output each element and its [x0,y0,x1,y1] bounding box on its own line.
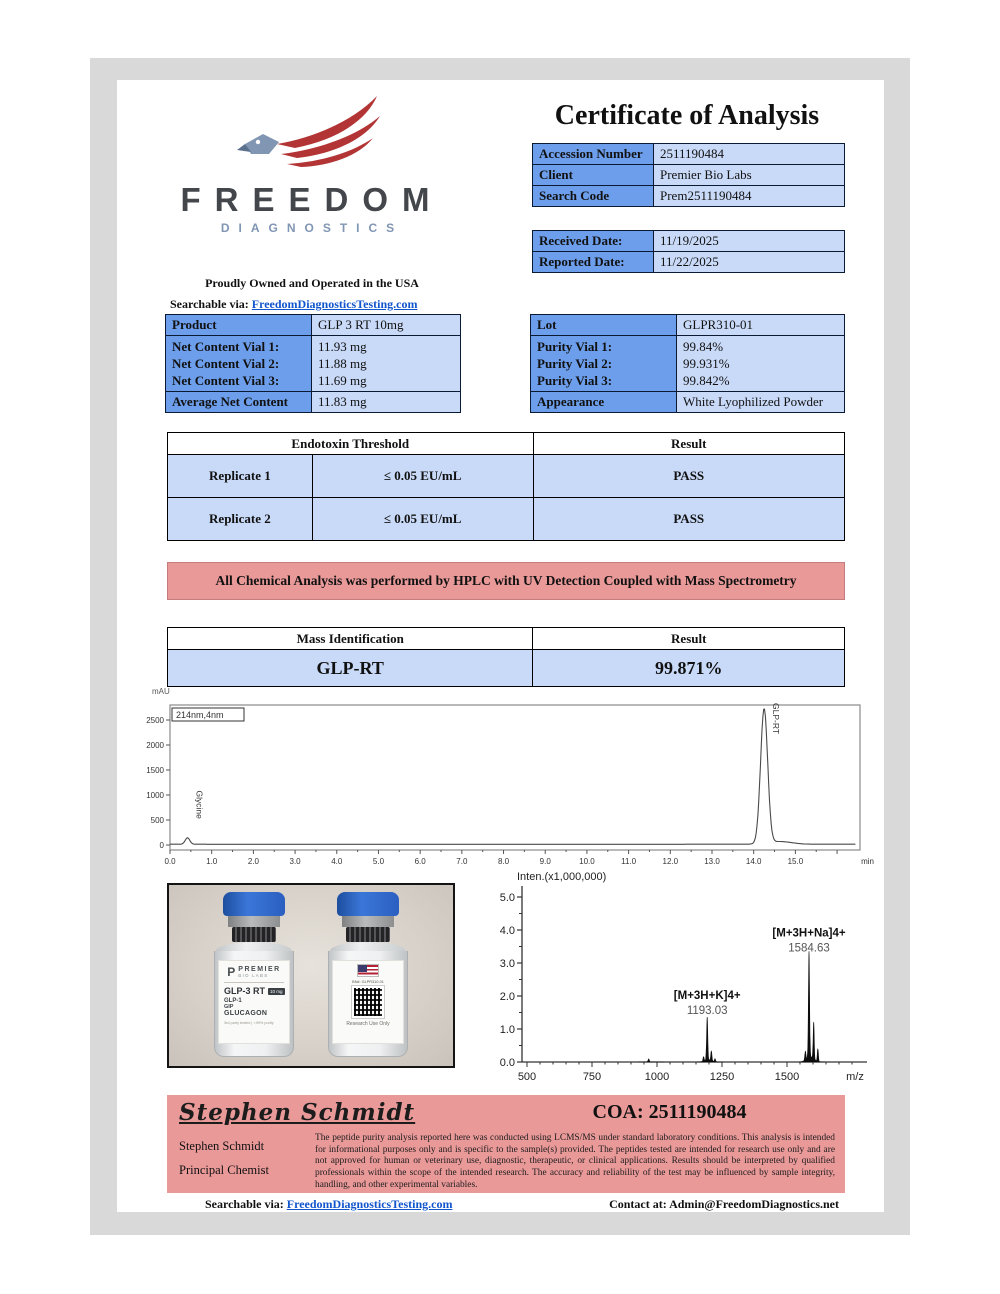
table-row [531,336,845,392]
svg-text:7.0: 7.0 [456,857,468,866]
vial-cap-skirt [228,916,280,927]
vial-shoulder [330,942,406,951]
searchable-link[interactable]: FreedomDiagnosticsTesting.com [251,297,418,311]
vial-dose-badge: 10 mg [270,988,283,994]
peptide-line-3: GLUCAGON [224,1010,268,1017]
footer-searchable [205,1197,452,1212]
svg-text:2000: 2000 [146,741,164,750]
lot-label: Lot [531,315,677,336]
svg-text:10.0: 10.0 [579,857,595,866]
purity-vial1-label: Purity Vial 1: [537,339,613,354]
svg-text:15.0: 15.0 [787,857,804,866]
footer-searchable-prefix: Searchable via: [205,1197,284,1211]
tagline: Proudly Owned and Operated in the USA [205,276,419,290]
replicate1-threshold: ≤ 0.05 EU/mL [312,455,533,498]
purity-vial2-value: 99.931% [683,356,730,371]
peptide-line-2: GIP [224,1004,234,1010]
brand-subname: BIO LABS [238,973,269,978]
product-value: GLP 3 RT 10mg [312,315,461,336]
coa-number: COA: 2511190484 [592,1101,747,1123]
net-content-vial2-value: 11.88 mg [318,356,367,371]
table-row [166,315,461,336]
table-row [533,165,845,186]
lot-value: GLPR310-01 [677,315,845,336]
vial-product-name: GLP-3 RT [224,986,266,996]
searchable-prefix: Searchable via: [170,297,249,311]
reported-date-value: 11/22/2025 [654,252,845,273]
svg-text:3.0: 3.0 [289,857,301,866]
net-content-vial1-value: 11.93 mg [318,339,367,354]
mass-spectrum-chart [477,870,877,1090]
table-row [531,392,845,413]
vial-photo [167,883,455,1068]
vial-brand-row [219,961,289,979]
svg-text:214nm,4nm: 214nm,4nm [176,710,224,720]
svg-text:5.0: 5.0 [499,892,515,904]
purity-vial2-label: Purity Vial 2: [537,356,613,371]
vial-glass [328,951,408,1057]
reported-date-label: Reported Date: [533,252,654,273]
appearance-label: Appearance [531,392,677,413]
peptide-line-1: GLP-1 [224,998,242,1004]
svg-text:mAU: mAU [152,687,170,696]
table-row [531,315,845,336]
svg-text:2.0: 2.0 [247,857,259,866]
svg-text:Glycine: Glycine [194,790,205,819]
net-content-values [312,336,461,392]
purity-vial3-value: 99.842% [683,373,730,388]
freedom-eagle-logo-icon [217,92,407,178]
client-label: Client [533,165,654,186]
product-label: Product [166,315,312,336]
signer-title: Principal Chemist [179,1163,269,1177]
svg-text:500: 500 [517,1071,537,1083]
vial-front [202,892,306,1060]
purity-vial3-label: Purity Vial 3: [537,373,613,388]
svg-text:GLP-RT: GLP-RT [771,703,782,735]
vial-batch-number: BN#: GLPR310-01 [352,980,384,984]
svg-text:1000: 1000 [644,1071,670,1083]
vial-cap [223,892,285,916]
page-title: Certificate of Analysis [554,100,820,131]
premier-p-logo: P [227,965,236,979]
svg-text:4.0: 4.0 [331,857,343,866]
svg-text:0: 0 [159,841,164,850]
average-net-content-value: 11.83 mg [312,392,461,413]
svg-text:m/z: m/z [846,1071,864,1083]
brand-name: PREMIER [238,966,281,973]
hplc-chromatogram-chart [117,682,884,878]
purity-values [677,336,845,392]
vial-crimp [346,927,390,942]
svg-text:6.0: 6.0 [414,857,426,866]
replicate1-result: PASS [533,455,845,498]
accession-number-label: Accession Number [533,144,654,165]
accession-number-value: 2511190484 [654,144,845,165]
table-row [166,336,461,392]
table-row [166,392,461,413]
vial-shoulder [216,942,292,951]
net-content-vial3-label: Net Content Vial 3: [172,373,280,388]
mass-id-name: GLP-RT [168,650,533,687]
vial-cap-skirt [342,916,394,927]
svg-text:min: min [861,857,874,866]
certificate-page [117,80,884,1212]
purity-labels [531,336,677,392]
replicate2-label: Replicate 2 [168,498,313,541]
client-value: Premier Bio Labs [654,165,845,186]
qr-code [352,986,384,1018]
svg-text:[M+3H+Na]4+: [M+3H+Na]4+ [772,927,846,940]
svg-text:1.0: 1.0 [206,857,218,866]
vial-cap [337,892,399,916]
logo-block [157,92,467,235]
analysis-method-banner: All Chemical Analysis was performed by HPLC with UV Detection Coupled with Mass Spectrometry [167,562,845,600]
net-content-vial3-value: 11.69 mg [318,373,367,388]
disclaimer-text: The peptide purity analysis reported here was conducted using LCMS/MS under standard laboratory conditions. This analysis is intended for informational purposes only and is specific to the sample(s) provided. The peptides tested are intended for research use only and are not approved for human or veterinary use, diagnostic, therapeutic, or clinical applications. Results should be interpreted by qualified professionals within the scope of the intended research. The accuracy and reliability of the test may be influenced by sample integrity, handling, and other experimental variables. [315,1133,835,1190]
svg-text:750: 750 [582,1071,602,1083]
svg-text:1584.63: 1584.63 [788,942,830,955]
svg-text:1000: 1000 [146,791,164,800]
header-searchable-line [170,297,417,312]
replicate1-label: Replicate 1 [168,455,313,498]
footer-signature-box [167,1095,845,1193]
accession-info-table [532,143,845,207]
logo-text: FREEDOM [180,181,444,218]
mass-identification-header: Mass Identification [168,628,533,650]
vial-product-row [219,986,289,996]
svg-text:1193.03: 1193.03 [686,1005,728,1018]
svg-text:13.0: 13.0 [704,857,720,866]
svg-text:0.0: 0.0 [164,857,176,866]
search-code-label: Search Code [533,186,654,207]
footer-contact-line [117,1197,884,1212]
table-row [168,650,845,687]
signature: Stephen Schmidt [179,1099,416,1126]
endotoxin-table [167,432,845,541]
table-row [168,455,845,498]
table-row [168,498,845,541]
mass-identification-table [167,627,845,687]
replicate2-threshold: ≤ 0.05 EU/mL [312,498,533,541]
mass-result-header: Result [533,628,845,650]
svg-text:2.0: 2.0 [499,991,515,1003]
svg-text:[M+3H+K]4+: [M+3H+K]4+ [673,990,741,1003]
table-row [533,252,845,273]
svg-text:8.0: 8.0 [497,857,510,866]
vial-fine-print: 3rd party tested | >99% purity [224,1021,274,1025]
usa-flag-icon [357,964,379,977]
vial-back [316,892,420,1060]
svg-text:14.0: 14.0 [745,857,762,866]
dates-table [532,230,845,273]
replicate2-result: PASS [533,498,845,541]
logo-subtext: DIAGNOSTICS [220,221,404,235]
footer-contact: Contact at: Admin@FreedomDiagnostics.net [609,1197,839,1211]
footer-searchable-link[interactable]: FreedomDiagnosticsTesting.com [286,1197,453,1211]
svg-text:500: 500 [150,816,164,825]
svg-text:3.0: 3.0 [499,958,515,970]
endotoxin-result-header: Result [533,433,845,455]
product-table [165,314,461,413]
vial-peptide-lines [219,998,289,1017]
vial-crimp [232,927,276,942]
svg-text:Inten.(x1,000,000): Inten.(x1,000,000) [517,871,607,883]
net-content-vial2-label: Net Content Vial 2: [172,356,280,371]
table-header-row [168,433,845,455]
table-row [533,144,845,165]
appearance-value: White Lyophilized Powder [677,392,845,413]
mass-id-result: 99.871% [533,650,845,687]
svg-text:1500: 1500 [146,766,164,775]
table-row [533,186,845,207]
label-divider [224,982,284,983]
search-code-value: Prem2511190484 [654,186,845,207]
purity-vial1-value: 99.84% [683,339,724,354]
svg-text:4.0: 4.0 [499,925,515,937]
vial-front-label [218,960,290,1044]
lot-table [530,314,845,413]
vial-glass [214,951,294,1057]
svg-text:0.0: 0.0 [499,1057,515,1069]
svg-text:2500: 2500 [146,716,164,725]
svg-text:5.0: 5.0 [372,857,385,866]
endotoxin-threshold-header: Endotoxin Threshold [168,433,534,455]
average-net-content-label: Average Net Content [166,392,312,413]
svg-text:9.0: 9.0 [539,857,551,866]
svg-text:1500: 1500 [774,1071,800,1083]
research-use-only-text: Research Use Only [346,1021,390,1027]
table-row [533,231,845,252]
svg-text:12.0: 12.0 [662,857,679,866]
received-date-label: Received Date: [533,231,654,252]
signer-name: Stephen Schmidt [179,1139,265,1153]
received-date-value: 11/19/2025 [654,231,845,252]
vial-back-label [332,960,404,1044]
table-header-row [168,628,845,650]
svg-text:11.0: 11.0 [621,857,637,866]
net-content-labels [166,336,312,392]
net-content-vial1-label: Net Content Vial 1: [172,339,280,354]
brand-text [238,966,280,978]
svg-text:1.0: 1.0 [499,1024,515,1036]
svg-text:1250: 1250 [709,1071,735,1083]
